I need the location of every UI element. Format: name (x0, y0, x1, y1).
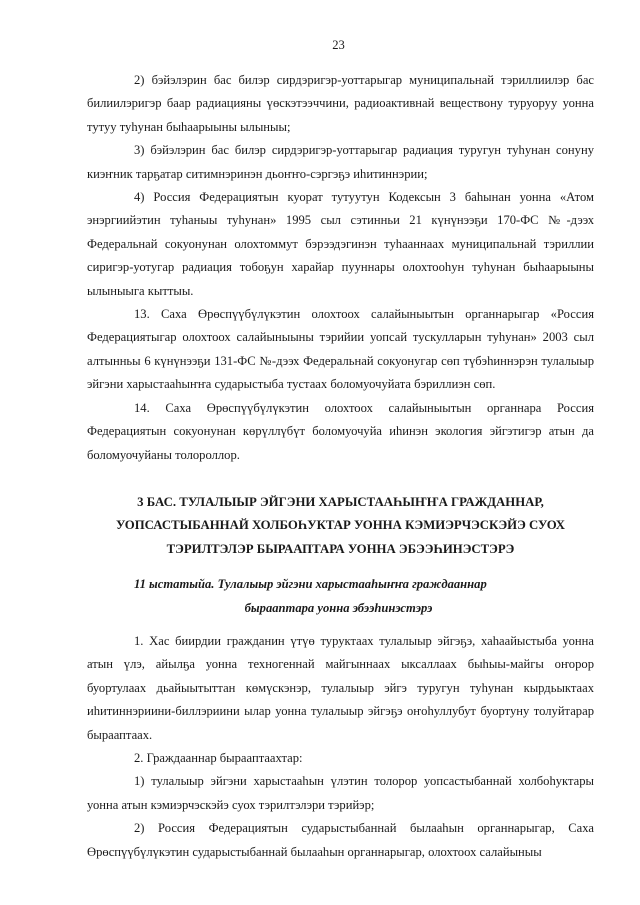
chapter-heading (87, 491, 594, 561)
paragraph-subitem-1: 1) тулалыыр эйгэни харыстааһын үлэтин толорор уопсастыбаннай холбоһуктары уонна атын кэмиэрчэскэйэ суох тэрилтэлэри тэрийэр; (87, 774, 594, 812)
chapter-heading-line: УОПСАСТЫБАННАЙ ХОЛБОҺУКТАР УОННА КЭМИЭРЧЭСКЭЙЭ СУОХ (115, 518, 565, 533)
paragraph-article-13: 13. Саха Өрөспүүбүлүкэтин олохтоох салайыныытын органнарыгар «Россия Федерациятыгар олохтоох салайыныыны тэрийии уопсай тускулларын туһунан» 2003 сыл алтынньы 6 күнүнээҕи 131-ФС №-дээх Федеральнай сокуонугар сөп түбэһиннэрэн тулалыыр эйгэни харыстааһыҥҥа сударыстыба тустаах боломуочуйата бэриллиэн сөп. (87, 307, 594, 392)
paragraph-item-4: 4) Россия Федерациятын куорат тутуутун Кодексын 3 баһынан уонна «Атом энэргиийэтин туһаныы туһунан» 1995 сыл сэтинньи 21 күнүнээҕи 170-ФС №-дээх Федеральнай сокуонунан олохтоммут бэрээдэгинэн туһааннаах муниципальнай тэриллии сиригэр-уотугар радиация тобоҕун харайар пууннары олохтооһун туһунан быһаарыыны ылыныыга кыттыы. (87, 190, 594, 298)
paragraph-clause-1: 1. Хас биирдии гражданин үтүө туруктаах тулалыыр эйгэҕэ, хаһаайыстыба уонна атын үлэ, айылҕа уонна техногеннай майгыннаах ыксаллаах быһыы-майгы оҥорор буортулаах дьайыытыттан көмүскэнэр, тулалыыр эйгэ туругун туһунан кырдьыктаах иһитиннэриини-биллэриини ылар уонна тулалыыр эйгэҕэ оҥоһуллубут буортуну толуйтарар бырааптаах. (87, 633, 594, 742)
paragraph-article-14: 14. Саха Өрөспүүбүлүкэтин олохтоох салайыныытын органнара Россия Федерациятын сокуонунан көрүллүбүт боломуочуйа иһинэн экология эйгэтигэр атын да боломуочуйаны толороллор. (87, 400, 594, 462)
article-title-line: 11 ыстатыйа. Тулалыыр эйгэни харыстааһыҥҥа граждааннар (134, 577, 487, 592)
chapter-heading-line: 3 БАС. ТУЛАЛЫЫР ЭЙГЭНИ ХАРЫСТААҺЫҤҤА ГРАЖДАННАР, (137, 494, 544, 509)
paragraph-subitem-2: 2) Россия Федерациятын сударыстыбаннай былааһын органнарыгар, Саха Өрөспүүбүлүкэтин сударыстыбаннай былааһын органнарыгар, олохтоох салайыныы (87, 821, 594, 859)
paragraph-clause-2: 2. Граждааннар бырааптаахтар: (134, 750, 303, 765)
article-title-line: бырааптара уонна эбээһинэстэрэ (244, 600, 433, 615)
page-number: 23 (332, 38, 345, 52)
chapter-heading-line: ТЭРИЛТЭЛЭР БЫРААПТАРА УОННА ЭБЭЭҺИНЭСТЭРЭ (166, 541, 515, 556)
paragraph-item-3: 3) бэйэлэрин бас билэр сирдэригэр-уоттарыгар радиация туругун туһунан сонуну киэҥник тарҕатар ситимнэринэн дьоҥҥо-сэргэҕэ иһитиннэрии; (87, 143, 594, 181)
article-title (87, 573, 594, 620)
paragraph-item-2: 2) бэйэлэрин бас билэр сирдэригэр-уоттарыгар муниципальнай тэриллиилэр бас билиилэригэр баар радиацияны үөскэтээччини, радиоактивнай веществону туруоруу уонна тутуу туһунан быһаарыыны ылыныы; (87, 73, 594, 134)
